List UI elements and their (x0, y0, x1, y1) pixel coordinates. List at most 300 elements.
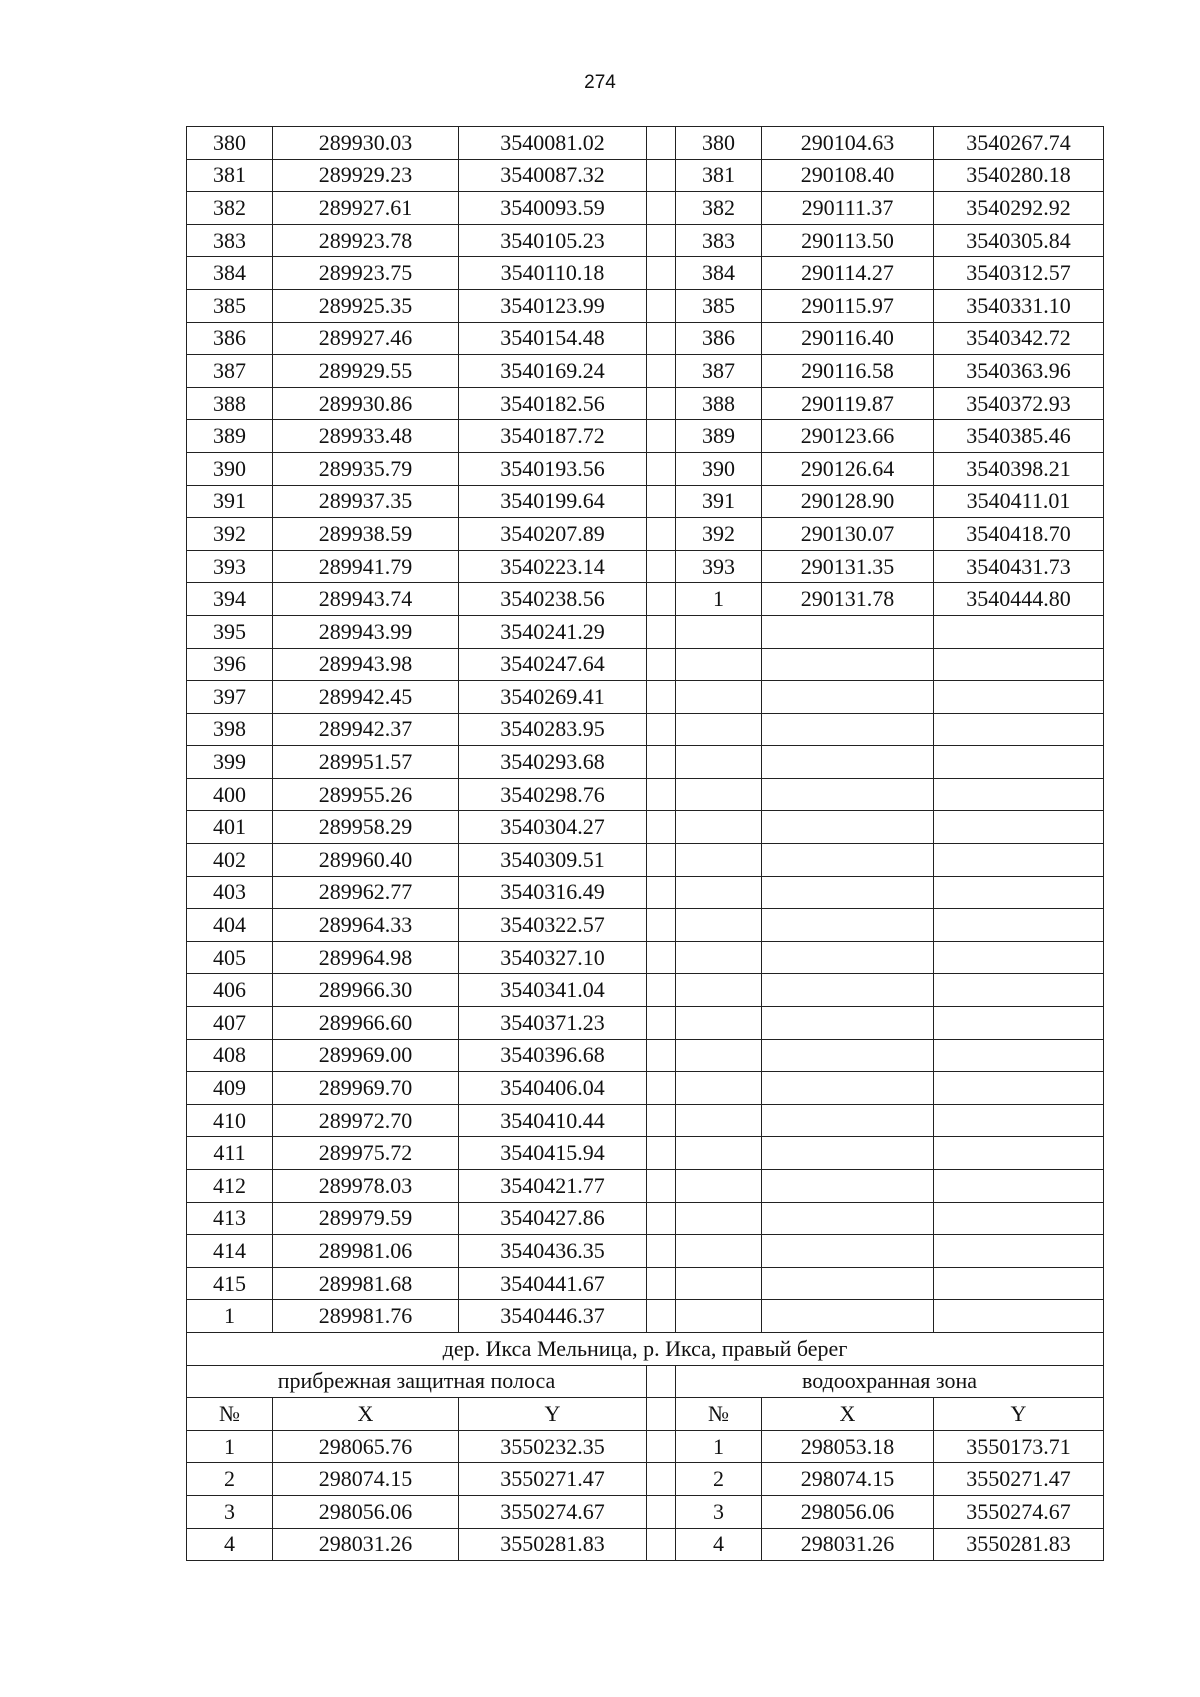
left-y-cell: 3540415.94 (459, 1137, 647, 1170)
gap-cell (647, 420, 676, 453)
gap-cell (647, 550, 676, 583)
right-num-cell (676, 1104, 762, 1137)
right-x-cell (762, 681, 934, 714)
left-y-cell: 3540123.99 (459, 289, 647, 322)
right-y-cell: 3540444.80 (934, 583, 1104, 616)
coordinates-table (186, 126, 1104, 1561)
gap-cell (647, 1235, 676, 1268)
table-row (187, 355, 1104, 388)
left-y-cell: 3540247.64 (459, 648, 647, 681)
left-num-cell: 1 (187, 1300, 273, 1333)
right-x-cell (762, 1300, 934, 1333)
left-x-cell: 298065.76 (273, 1430, 459, 1463)
table-row (187, 648, 1104, 681)
table-row (187, 615, 1104, 648)
right-y-cell (934, 1007, 1104, 1040)
section-header (187, 1332, 1104, 1430)
right-x-cell (762, 844, 934, 877)
group-row (187, 1365, 1104, 1398)
gap-cell (647, 1104, 676, 1137)
right-num-cell (676, 681, 762, 714)
left-y-cell: 3550232.35 (459, 1430, 647, 1463)
right-x-cell: 298053.18 (762, 1430, 934, 1463)
right-y-cell (934, 974, 1104, 1007)
right-y-cell: 3540385.46 (934, 420, 1104, 453)
left-x-cell: 289937.35 (273, 485, 459, 518)
left-y-cell: 3540427.86 (459, 1202, 647, 1235)
left-num-cell: 408 (187, 1039, 273, 1072)
left-y-cell: 3540110.18 (459, 257, 647, 290)
right-num-cell (676, 713, 762, 746)
right-x-cell: 298074.15 (762, 1463, 934, 1496)
right-x-cell: 290128.90 (762, 485, 934, 518)
right-y-cell: 3540398.21 (934, 452, 1104, 485)
left-x-cell: 289964.33 (273, 909, 459, 942)
left-x-cell: 289962.77 (273, 876, 459, 909)
table-row (187, 1235, 1104, 1268)
gap-cell (647, 1202, 676, 1235)
left-num-cell: 2 (187, 1463, 273, 1496)
gap-cell (647, 876, 676, 909)
left-x-cell: 289930.86 (273, 387, 459, 420)
left-x-cell: 289925.35 (273, 289, 459, 322)
right-x-cell: 290116.58 (762, 355, 934, 388)
left-num-cell: 3 (187, 1495, 273, 1528)
right-x-cell (762, 876, 934, 909)
right-num-cell: 390 (676, 452, 762, 485)
right-y-cell (934, 1202, 1104, 1235)
right-x-cell: 290131.35 (762, 550, 934, 583)
right-x-cell: 290114.27 (762, 257, 934, 290)
left-y-cell: 3540371.23 (459, 1007, 647, 1040)
left-x-cell: 289929.55 (273, 355, 459, 388)
left-x-cell: 289929.23 (273, 159, 459, 192)
table-row (187, 289, 1104, 322)
gap-cell (647, 778, 676, 811)
gap-cell (647, 518, 676, 551)
right-x-cell (762, 974, 934, 1007)
left-num-cell: 393 (187, 550, 273, 583)
left-y-cell: 3540406.04 (459, 1072, 647, 1105)
right-y-cell (934, 844, 1104, 877)
right-y-cell (934, 746, 1104, 779)
lower-rows (187, 1430, 1104, 1560)
gap-cell (647, 1267, 676, 1300)
table-row (187, 811, 1104, 844)
right-y-cell: 3540312.57 (934, 257, 1104, 290)
gap-cell (647, 159, 676, 192)
right-x-cell (762, 1267, 934, 1300)
left-y-cell: 3540298.76 (459, 778, 647, 811)
right-y-cell: 3540411.01 (934, 485, 1104, 518)
left-y-cell: 3540087.32 (459, 159, 647, 192)
left-x-cell: 289941.79 (273, 550, 459, 583)
right-x-cell (762, 1170, 934, 1203)
right-x-cell (762, 713, 934, 746)
left-y-cell: 3540238.56 (459, 583, 647, 616)
right-x-cell (762, 746, 934, 779)
right-y-cell: 3540331.10 (934, 289, 1104, 322)
section-title-row (187, 1332, 1104, 1365)
left-x-cell: 289943.99 (273, 615, 459, 648)
right-x-cell (762, 1104, 934, 1137)
gap-cell (647, 648, 676, 681)
left-num-cell: 412 (187, 1170, 273, 1203)
table-row (187, 452, 1104, 485)
gap-cell (647, 452, 676, 485)
left-y-cell: 3540207.89 (459, 518, 647, 551)
right-x-cell: 298031.26 (762, 1528, 934, 1561)
table-row (187, 778, 1104, 811)
right-x-cell: 298056.06 (762, 1495, 934, 1528)
right-num-cell: 383 (676, 224, 762, 257)
right-num-header: № (676, 1398, 762, 1431)
table-row (187, 322, 1104, 355)
table-row (187, 1072, 1104, 1105)
left-x-cell: 289935.79 (273, 452, 459, 485)
left-y-cell: 3540316.49 (459, 876, 647, 909)
left-x-cell: 289942.37 (273, 713, 459, 746)
right-y-cell (934, 941, 1104, 974)
gap-cell (647, 1039, 676, 1072)
right-x-cell (762, 778, 934, 811)
right-num-cell (676, 1170, 762, 1203)
left-y-cell: 3540187.72 (459, 420, 647, 453)
right-y-cell (934, 615, 1104, 648)
left-x-cell: 289964.98 (273, 941, 459, 974)
left-y-cell: 3540154.48 (459, 322, 647, 355)
right-x-cell (762, 1137, 934, 1170)
left-y-cell: 3540193.56 (459, 452, 647, 485)
gap-cell (647, 1072, 676, 1105)
left-num-header: № (187, 1398, 273, 1431)
left-num-cell: 392 (187, 518, 273, 551)
left-y-cell: 3540223.14 (459, 550, 647, 583)
left-num-cell: 389 (187, 420, 273, 453)
left-x-cell: 289978.03 (273, 1170, 459, 1203)
gap-cell (647, 355, 676, 388)
left-y-cell: 3540309.51 (459, 844, 647, 877)
gap-cell (647, 485, 676, 518)
left-num-cell: 396 (187, 648, 273, 681)
right-y-cell (934, 1170, 1104, 1203)
right-x-cell: 290119.87 (762, 387, 934, 420)
left-num-cell: 1 (187, 1430, 273, 1463)
left-num-cell: 402 (187, 844, 273, 877)
right-x-cell: 290108.40 (762, 159, 934, 192)
right-y-cell: 3540292.92 (934, 192, 1104, 225)
left-y-cell: 3540169.24 (459, 355, 647, 388)
right-num-cell: 2 (676, 1463, 762, 1496)
left-num-cell: 405 (187, 941, 273, 974)
left-y-cell: 3540269.41 (459, 681, 647, 714)
left-num-cell: 407 (187, 1007, 273, 1040)
right-y-cell (934, 1300, 1104, 1333)
left-x-cell: 289966.30 (273, 974, 459, 1007)
right-num-cell: 385 (676, 289, 762, 322)
right-num-cell (676, 1235, 762, 1268)
left-num-cell: 410 (187, 1104, 273, 1137)
gap-cell (647, 127, 676, 160)
left-y-cell: 3540182.56 (459, 387, 647, 420)
table-row (187, 844, 1104, 877)
gap-cell (647, 1430, 676, 1463)
right-num-cell: 388 (676, 387, 762, 420)
gap-cell (647, 192, 676, 225)
right-y-cell (934, 876, 1104, 909)
right-x-cell (762, 1202, 934, 1235)
gap-cell (647, 322, 676, 355)
left-x-cell: 289930.03 (273, 127, 459, 160)
table-row (187, 420, 1104, 453)
gap-cell (647, 713, 676, 746)
left-y-cell: 3540199.64 (459, 485, 647, 518)
table-row (187, 974, 1104, 1007)
gap-cell (647, 941, 676, 974)
left-num-cell: 399 (187, 746, 273, 779)
right-num-cell (676, 941, 762, 974)
left-y-cell: 3540293.68 (459, 746, 647, 779)
gap-cell (647, 1300, 676, 1333)
left-y-cell: 3540105.23 (459, 224, 647, 257)
left-x-cell: 289969.70 (273, 1072, 459, 1105)
left-y-cell: 3550271.47 (459, 1463, 647, 1496)
left-group-label: прибрежная защитная полоса (187, 1365, 647, 1398)
left-x-cell: 289943.74 (273, 583, 459, 616)
gap-cell (647, 1007, 676, 1040)
right-num-cell (676, 648, 762, 681)
gap-cell (647, 615, 676, 648)
right-x-cell (762, 615, 934, 648)
right-num-cell: 1 (676, 1430, 762, 1463)
right-x-cell: 290113.50 (762, 224, 934, 257)
right-num-cell (676, 1300, 762, 1333)
right-num-cell (676, 746, 762, 779)
table-row (187, 681, 1104, 714)
left-x-header: X (273, 1398, 459, 1431)
left-num-cell: 404 (187, 909, 273, 942)
right-y-cell (934, 648, 1104, 681)
table-row (187, 224, 1104, 257)
section-title: дер. Икса Мельница, р. Икса, правый берег (187, 1332, 1104, 1365)
left-x-cell: 289975.72 (273, 1137, 459, 1170)
right-x-cell: 290130.07 (762, 518, 934, 551)
right-num-cell (676, 974, 762, 1007)
table-row (187, 1300, 1104, 1333)
left-x-cell: 289927.46 (273, 322, 459, 355)
right-x-cell (762, 1235, 934, 1268)
left-num-cell: 385 (187, 289, 273, 322)
left-x-cell: 289942.45 (273, 681, 459, 714)
gap-cell (647, 583, 676, 616)
right-x-cell: 290131.78 (762, 583, 934, 616)
left-x-cell: 289955.26 (273, 778, 459, 811)
gap-cell (647, 974, 676, 1007)
left-x-cell: 289951.57 (273, 746, 459, 779)
right-y-cell: 3550281.83 (934, 1528, 1104, 1561)
table-row (187, 1430, 1104, 1463)
right-x-cell (762, 1039, 934, 1072)
left-x-cell: 289979.59 (273, 1202, 459, 1235)
left-x-cell: 289927.61 (273, 192, 459, 225)
right-num-cell: 393 (676, 550, 762, 583)
left-num-cell: 384 (187, 257, 273, 290)
left-x-cell: 298074.15 (273, 1463, 459, 1496)
right-x-cell: 290104.63 (762, 127, 934, 160)
right-num-cell: 391 (676, 485, 762, 518)
right-group-label: водоохранная зона (676, 1365, 1104, 1398)
left-x-cell: 289960.40 (273, 844, 459, 877)
gap-cell (647, 387, 676, 420)
right-num-cell: 392 (676, 518, 762, 551)
right-x-cell: 290111.37 (762, 192, 934, 225)
right-y-cell (934, 681, 1104, 714)
right-y-cell: 3550271.47 (934, 1463, 1104, 1496)
gap-cell (647, 844, 676, 877)
left-y-cell: 3540081.02 (459, 127, 647, 160)
right-num-cell: 384 (676, 257, 762, 290)
right-y-cell (934, 909, 1104, 942)
right-x-cell (762, 811, 934, 844)
right-num-cell: 3 (676, 1495, 762, 1528)
right-num-cell: 386 (676, 322, 762, 355)
table-row (187, 876, 1104, 909)
left-y-cell: 3540441.67 (459, 1267, 647, 1300)
gap-cell (647, 257, 676, 290)
gap-cell (647, 1495, 676, 1528)
right-x-cell: 290115.97 (762, 289, 934, 322)
right-x-cell (762, 1072, 934, 1105)
table-row (187, 713, 1104, 746)
left-y-cell: 3540093.59 (459, 192, 647, 225)
left-y-cell: 3540283.95 (459, 713, 647, 746)
right-y-cell: 3550173.71 (934, 1430, 1104, 1463)
left-x-cell: 289966.60 (273, 1007, 459, 1040)
right-num-cell (676, 1137, 762, 1170)
left-y-cell: 3540421.77 (459, 1170, 647, 1203)
gap-cell (647, 1170, 676, 1203)
right-y-cell: 3540363.96 (934, 355, 1104, 388)
right-y-cell (934, 713, 1104, 746)
right-y-header: Y (934, 1398, 1104, 1431)
gap-cell (647, 1528, 676, 1561)
left-num-cell: 398 (187, 713, 273, 746)
right-y-cell: 3540418.70 (934, 518, 1104, 551)
table-row (187, 1170, 1104, 1203)
right-num-cell: 4 (676, 1528, 762, 1561)
gap-cell (647, 746, 676, 779)
gap-cell (647, 811, 676, 844)
table-row (187, 518, 1104, 551)
left-num-cell: 4 (187, 1528, 273, 1561)
table-row (187, 387, 1104, 420)
left-num-cell: 411 (187, 1137, 273, 1170)
right-y-cell (934, 1267, 1104, 1300)
left-num-cell: 406 (187, 974, 273, 1007)
right-num-cell (676, 778, 762, 811)
left-y-cell: 3540410.44 (459, 1104, 647, 1137)
gap-cell (647, 289, 676, 322)
table-row (187, 159, 1104, 192)
left-y-header: Y (459, 1398, 647, 1431)
right-x-cell (762, 941, 934, 974)
left-x-cell: 289923.78 (273, 224, 459, 257)
gap-cell (647, 909, 676, 942)
right-y-cell (934, 1235, 1104, 1268)
right-x-cell: 290126.64 (762, 452, 934, 485)
right-num-cell (676, 1007, 762, 1040)
left-y-cell: 3540241.29 (459, 615, 647, 648)
left-num-cell: 409 (187, 1072, 273, 1105)
left-x-cell: 289981.68 (273, 1267, 459, 1300)
left-num-cell: 395 (187, 615, 273, 648)
page-number: 274 (584, 72, 616, 93)
right-num-cell (676, 1072, 762, 1105)
left-y-cell: 3540304.27 (459, 811, 647, 844)
right-y-cell (934, 1039, 1104, 1072)
right-x-cell: 290116.40 (762, 322, 934, 355)
right-y-cell: 3550274.67 (934, 1495, 1104, 1528)
table-row (187, 1495, 1104, 1528)
right-y-cell (934, 1137, 1104, 1170)
right-num-cell (676, 909, 762, 942)
table-row (187, 1137, 1104, 1170)
right-x-cell: 290123.66 (762, 420, 934, 453)
table-row (187, 1463, 1104, 1496)
right-num-cell (676, 1202, 762, 1235)
right-num-cell (676, 811, 762, 844)
left-x-cell: 289933.48 (273, 420, 459, 453)
left-num-cell: 400 (187, 778, 273, 811)
right-y-cell: 3540372.93 (934, 387, 1104, 420)
table-row (187, 941, 1104, 974)
table-row (187, 1104, 1104, 1137)
right-num-cell: 382 (676, 192, 762, 225)
right-num-cell (676, 844, 762, 877)
table-row (187, 583, 1104, 616)
left-num-cell: 387 (187, 355, 273, 388)
left-y-cell: 3540446.37 (459, 1300, 647, 1333)
right-x-cell (762, 648, 934, 681)
right-num-cell: 1 (676, 583, 762, 616)
gap-cell (647, 1463, 676, 1496)
left-y-cell: 3540322.57 (459, 909, 647, 942)
left-num-cell: 386 (187, 322, 273, 355)
right-y-cell (934, 811, 1104, 844)
right-num-cell (676, 876, 762, 909)
table-row (187, 1202, 1104, 1235)
left-num-cell: 381 (187, 159, 273, 192)
right-num-cell (676, 1267, 762, 1300)
right-y-cell: 3540267.74 (934, 127, 1104, 160)
left-x-cell: 289981.06 (273, 1235, 459, 1268)
gap-cell (647, 224, 676, 257)
right-num-cell: 380 (676, 127, 762, 160)
table-row (187, 746, 1104, 779)
left-num-cell: 394 (187, 583, 273, 616)
upper-rows (187, 127, 1104, 1333)
table-row (187, 1267, 1104, 1300)
table-row (187, 485, 1104, 518)
left-x-cell: 289923.75 (273, 257, 459, 290)
table-row (187, 550, 1104, 583)
gap-cell (647, 1365, 676, 1398)
header-row (187, 1398, 1104, 1431)
left-num-cell: 390 (187, 452, 273, 485)
right-num-cell: 381 (676, 159, 762, 192)
left-x-cell: 298031.26 (273, 1528, 459, 1561)
table-row (187, 1039, 1104, 1072)
